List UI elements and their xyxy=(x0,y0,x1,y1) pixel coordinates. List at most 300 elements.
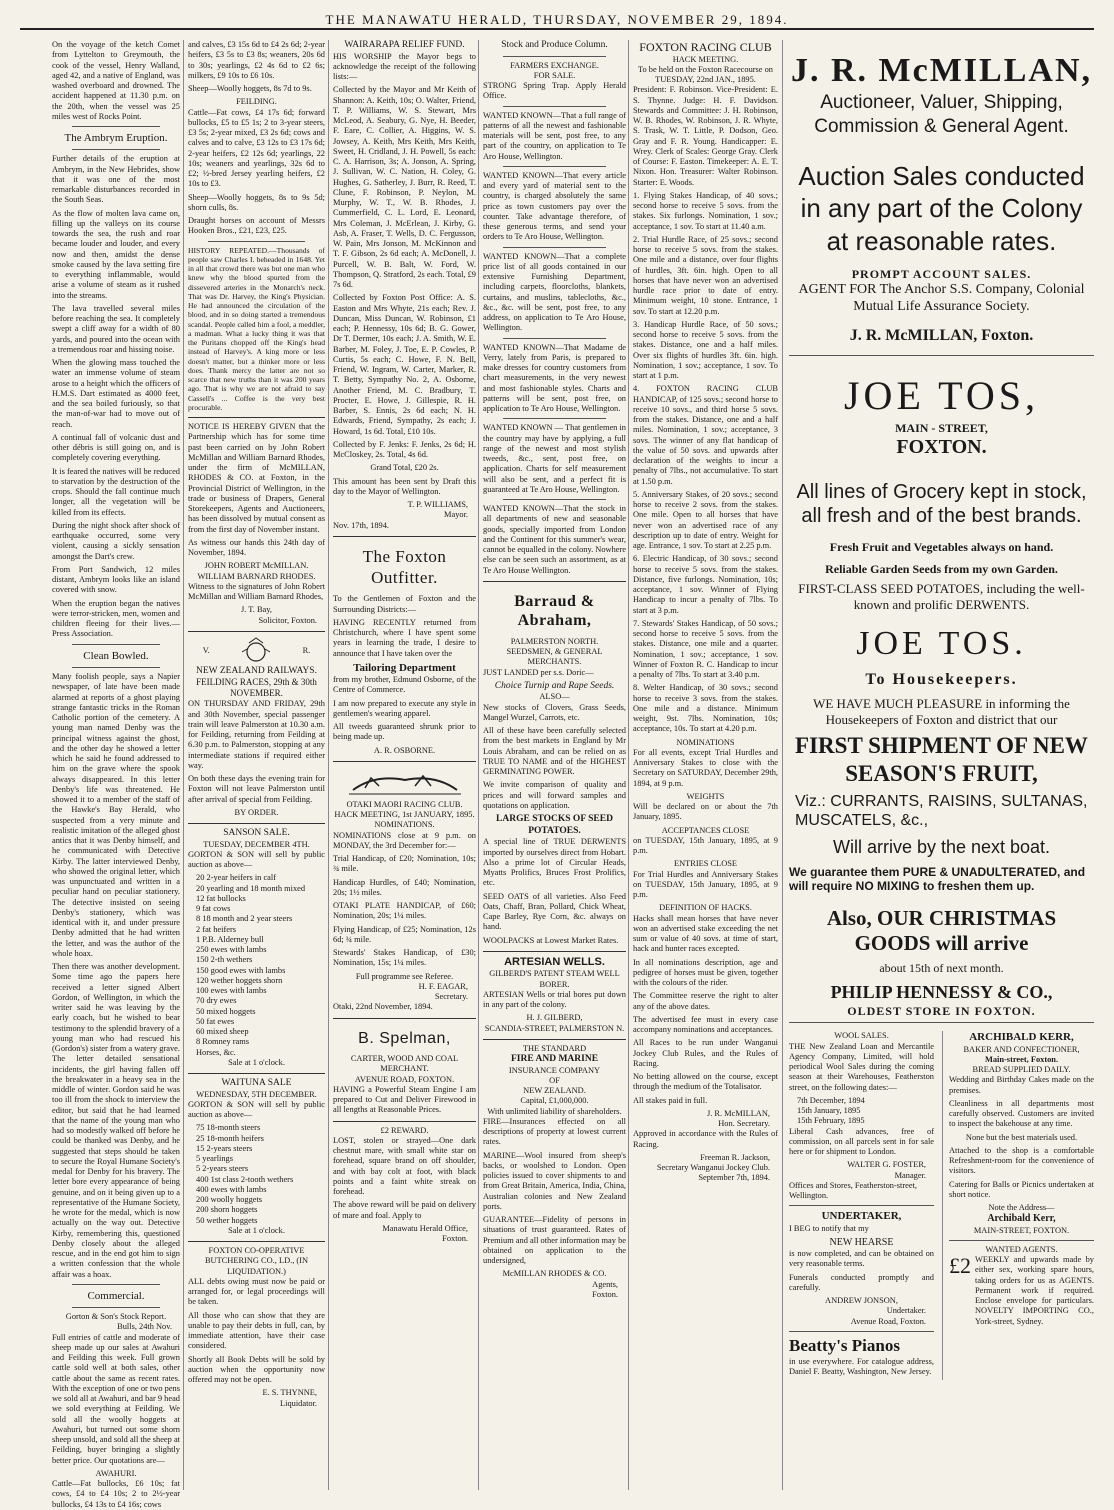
paragraph: HAVING RECENTLY returned from Christchurch, where I have spent some years in learning the trade, I desire to announce that I have taken over the xyxy=(333,617,476,658)
paragraph: All of these have been carefully selected from the best markets in England by Mr Louis Abraham, and can be relied on as TRUE TO NAME and of the HIGHEST GERMINATING POWER. xyxy=(483,726,626,777)
joe-tos-town: FOXTON. xyxy=(896,436,987,459)
subheading: LARGE STOCKS OF SEED POTATOES. xyxy=(496,814,613,836)
signature: Undertaker. xyxy=(886,1306,926,1316)
small-ads-right xyxy=(942,1031,1094,1380)
signature: T. P. WILLIAMS, xyxy=(407,500,468,510)
sale-list xyxy=(188,873,325,1058)
signature: Secretary Wanganui Jockey Club. xyxy=(656,1163,770,1173)
joe-tos-heading: JOE TOS, xyxy=(843,373,1039,419)
list-item: 250 ewes with lambs xyxy=(196,945,267,955)
paragraph: Witness to the signatures of John Robert McMillan and William Barnard Rhodes, xyxy=(188,581,325,601)
paragraph: ALL debts owing must now be paid or arranged for, or legal proceedings will be taken. xyxy=(188,1276,325,1307)
christmas-heading: Also, OUR CHRISTMAS GOODS will arrive xyxy=(826,905,1057,956)
subheading: SEEDSMEN, & GENERAL MERCHANTS. xyxy=(506,647,603,667)
ad-heading: UNDERTAKER, xyxy=(821,1210,902,1223)
list-item: 50 wether hoggets xyxy=(196,1215,258,1225)
paragraph: From Port Sandwich, 12 miles distant, Ambrym looks like an island covered with snow. xyxy=(52,564,180,595)
paragraph: Grand Total, £20 2s. xyxy=(370,463,439,473)
signature: Hon. Secretary. xyxy=(718,1119,770,1129)
divider xyxy=(789,1331,934,1332)
list-item: 100 ewes with lambs xyxy=(196,986,267,996)
list-item: 400 ewes with lambs xyxy=(196,1184,267,1194)
paragraph: OTAKI PLATE HANDICAP, of £60; Nomination, 20s; 1¼ miles. xyxy=(333,901,476,921)
artesian-ad xyxy=(483,951,626,1034)
paragraph: A special line of TRUE DERWENTS imported by ourselves direct from Hobart. Also a prime lot of Circular Heads, Myatts Prolifics, Bruces Frost Prolifics, etc. xyxy=(483,837,626,888)
divider xyxy=(503,247,606,248)
shipment-viz: Viz.: CURRANTS, RAISINS, SULTANAS, MUSCATELS, &c., xyxy=(795,792,1088,830)
small-ads xyxy=(789,1031,1094,1380)
subheading: NEW HEARSE xyxy=(829,1236,894,1248)
signature: J. R. McMILLAN, xyxy=(706,1108,770,1118)
paragraph: I BEG to notify that my xyxy=(789,1223,869,1233)
divider xyxy=(72,126,160,127)
ad-heading: WAITUNA SALE xyxy=(221,1078,292,1089)
classified: WANTED KNOWN—That the stock in all departments of new and seasonable goods, specially imported from London and the Continent for this summer's wear, cannot be equalled in the colony. Nowhere else can be seen such an assortment, as at Te Aro House Wellington. xyxy=(483,504,626,575)
subheading: FEILDING. xyxy=(236,97,277,107)
column-3 xyxy=(328,40,476,1490)
paragraph: HAVING a Powerful Steam Engine I am prepared to Cut and Deliver Firewood in all lengths at Reasonable Prices. xyxy=(333,1084,476,1115)
signature: JOHN ROBERT McMILLAN. xyxy=(204,561,309,571)
signature: Foxton. xyxy=(442,1234,468,1244)
list-item: 2 fat heifers xyxy=(196,924,236,934)
subheading: WEDNESDAY, 5TH DECEMBER. xyxy=(196,1089,317,1099)
mcmillan-auction: Auction Sales conducted in any part of the Colony at reasonable rates. xyxy=(798,160,1085,256)
paragraph: GUARANTEE—Fidelity of persons in situations of trust guaranteed. Rates of Premium and all other information may be obtained on application to the undersigned, xyxy=(483,1215,626,1266)
signature: H. F. EAGAR, xyxy=(418,981,468,991)
divider xyxy=(503,166,606,167)
race-item: 2. Trial Hurdle Race, of 25 sovs.; second horse to receive 5 sovs. from the stakes. One mile and a distance, over four flights of hurdles, 3ft. 6in. high. Open to all horses that have never won an advertised hurdle race prior to date of entry. Minimum weight, 10 stone. Entrance, 1 sov. To start at 12.20 p.m. xyxy=(633,234,778,316)
joe-tos-lines: All lines of Grocery kept in stock, all fresh and of the best brands. xyxy=(796,480,1087,527)
list-item: 120 wether hoggets shorn xyxy=(196,975,283,985)
race-item: 7. Stewards' Stakes Handicap, of 50 sovs.; second horse to receive 5 sovs. from the stakes. Distance, one mile and a quarter. Nomination, 1 sov.; acceptance, 1 sov. Winner of Foxton R. C. Handicap to incur a penalty of 7lbs. To start at 3.40 p.m. xyxy=(633,618,778,680)
subheading: With unlimited liability of shareholders. xyxy=(487,1106,622,1116)
classified: WANTED KNOWN—That a complete price list of all goods contained in our extensive Furnishing Department, including carpets, floorcloths, blankets, curtains, and muslins, tablecloths, &c., &c., &c. will be sent, post free, to any address, on application to Te Aro House, Wellington. xyxy=(483,251,626,333)
signature: Solicitor, Foxton. xyxy=(258,615,317,625)
paragraph: As the flow of molten lava came on, filling up the valleys on its course towards the sea, the rush and roar became louder and louder, and every now and then, amidst the dense smoke caused by the lava setting fire to everything inflammable, would arise a volume of steam as it rushed into the streams. xyxy=(52,208,180,300)
race-item: 4. FOXTON RACING CLUB HANDICAP, of 125 sovs.; second horse to receive 10 sovs., and third horse 5 sovs. from the stakes. Distance, one and a half miles. Nomination, 1 sov.; acceptance, 3 sovs. The winner of any flat handicap of the value of 50 sovs. and upwards after declaration of the weights to incur a penalty of 7lbs., not accumulative. To start at 1.50 p.m. xyxy=(633,384,778,486)
paragraph: The above reward will be paid on delivery of mare and foal. Apply to xyxy=(333,1200,476,1220)
signature: Manawatu Herald Office, xyxy=(382,1223,468,1233)
divider xyxy=(72,1284,160,1285)
paragraph: Shortly all Book Debts will be sold by auction when the opportunity now offered may not be open. xyxy=(188,1354,325,1385)
divider xyxy=(72,149,160,150)
paragraph: Will be declared on or about the 7th January, 1895. xyxy=(633,802,778,822)
signature: Agents, xyxy=(592,1279,618,1289)
signature: Avenue Road, Foxton. xyxy=(850,1316,926,1326)
signature: Secretary. xyxy=(434,992,468,1002)
christmas-date: about 15th of next month. xyxy=(879,961,1004,976)
subheading: OF xyxy=(549,1075,560,1085)
subheading: Capital, £1,000,000. xyxy=(520,1096,589,1106)
paragraph: THE New Zealand Loan and Mercantile Agency Company, Limited, will hold periodical Wool Sales during the coming season at their Warehouses, Featherston street, on the following dates:— xyxy=(789,1041,934,1092)
list-item: Horses, &c. xyxy=(196,1047,236,1057)
mcmillan-footer: J. R. McMILLAN, Foxton. xyxy=(849,326,1034,344)
sale-time: Sale at 1 o'clock. xyxy=(228,1057,285,1067)
subheading: INSURANCE COMPANY xyxy=(508,1065,601,1075)
signature: SCANDIA-STREET, PALMERSTON N. xyxy=(484,1023,625,1033)
list-item: 12 fat bullocks xyxy=(196,893,246,903)
subheading: FOR SALE. xyxy=(533,70,576,80)
list-item: 15 2-years steers xyxy=(196,1143,253,1153)
subheading: Main-street, Foxton. xyxy=(984,1054,1059,1064)
list-item: 7th December, 1894 xyxy=(797,1095,865,1105)
paragraph: Hacks shall mean horses that have never won an advertised stake exceeding the net sum or value of 40 sovs. at time of start, hack and hunter races excepted. xyxy=(633,913,778,954)
divider xyxy=(503,56,606,57)
ad-heading: Barraud & Abraham, xyxy=(514,592,595,630)
subheading: GILBERD'S PATENT STEAM WELL BORER. xyxy=(489,969,620,989)
column-1 xyxy=(52,40,180,1509)
list-item: 200 woolly hoggets xyxy=(196,1195,263,1205)
list-item: 50 fat ewes xyxy=(196,1016,235,1026)
signature: A. R. OSBORNE. xyxy=(373,745,436,755)
column-6 xyxy=(782,40,1094,1490)
race-item: 1. Flying Stakes Handicap, of 40 sovs.; second horse to receive 5 sovs. from the stakes. Six furlongs. Nomination, 1 sov.; acceptance, 1 sov. To start at 11.40 a.m. xyxy=(633,190,778,231)
list-item: 25 18-month heifers xyxy=(196,1133,264,1143)
joe-tos-potatoes: FIRST-CLASS SEED POTATOES, including the well-known and prolific DERWENTS. xyxy=(798,581,1085,612)
ad-heading: FOXTON CO-OPERATIVE BUTCHERING CO., LD., (IN LIQUIDATION.) xyxy=(204,1246,309,1276)
paragraph: All tweeds guaranteed shrunk prior to being made up. xyxy=(333,722,476,742)
list-item: 70 dry ewes xyxy=(196,996,237,1006)
list-item: 5 2-years steers xyxy=(196,1164,249,1174)
subheading: BREAD SUPPLIED DAILY. xyxy=(972,1065,1071,1075)
race-list xyxy=(633,191,778,735)
paragraph: All stakes paid in full. xyxy=(633,1095,708,1105)
paragraph: When the eruption began the natives were terror-stricken, men, women and children fleeing for their lives.—Press Association. xyxy=(52,598,180,639)
mcmillan-subheading: Auctioneer, Valuer, Shipping, Commission & General Agent. xyxy=(814,92,1069,137)
joe-tos-street: MAIN - STREET, xyxy=(895,420,988,435)
sale-list xyxy=(188,1123,325,1226)
masthead: THE MANAWATU HERALD, THURSDAY, NOVEMBER 29, 1894. xyxy=(20,8,1094,30)
article-heading: Clean Bowled. xyxy=(83,649,149,662)
paragraph: President: F. Robinson. Vice-President: E. S. Thynne. Judge: H. F. Davidson. Stewards and Committee: J. H. Robinson, W. B. Rhodes, W. Robinson, J. R. Whyte, S. Trask, W. T. Little, P. Dodson, Geo. Gray and F. R. Young. Handicapper: E. Wrey. Clerk of Scales: George Gray. Clerk of Course: F. Easton. Timekeeper: A. E. T. Nixon. Hon. Treasurer: Walter Robinson. Starter: E. Woods. xyxy=(633,85,778,187)
subheading: Choice Turnip and Rape Seeds. xyxy=(494,680,615,691)
paragraph: Catering for Balls or Picnics undertaken at short notice. xyxy=(949,1179,1094,1199)
paragraph: Cleanliness in all departments most carefully observed. Customers are invited to inspect the bakehouse at any time. xyxy=(949,1098,1094,1129)
paragraph: It is feared the natives will be reduced to starvation by the destruction of the crops. Should the fall continue much longer, all the vegetation will be killed from its effects. xyxy=(52,466,180,517)
mcmillan-prompt: PROMPT ACCOUNT SALES. xyxy=(851,267,1032,282)
ad-heading: ARCHIBALD KERR, xyxy=(969,1031,1074,1044)
paragraph: from my brother, Edmund Osborne, of the Centre of Commerce. xyxy=(333,675,476,695)
signature: September 7th, 1894. xyxy=(698,1173,770,1183)
paragraph: WOOLPACKS at Lowest Market Rates. xyxy=(483,935,619,945)
hennessy-subheading: OLDEST STORE IN FOXTON. xyxy=(847,1003,1036,1018)
paragraph: Full entries of cattle and moderate of sheep made up our sales at Awahuri and Feilding this week. Full grown cattle sold well at both sales, other cattle about the same as recent rates. With the exception of one or two pens we sold all at Awahuri, and bar 9 head we sold everything at Feilding. We sold all the woolly hoggets at Awahuri, but turned out some shorn sheep unsold, and sold all the sheep at Feilding, buyer bringing a slightly better price. Our quotations are— xyxy=(52,1332,180,1465)
paragraph: Stewards' Stakes Handicap, of £30; Nomination, 15s; 1¼ miles. xyxy=(333,948,476,968)
article-intro: On the voyage of the ketch Comet from Lyttelton to Greymouth, the cook of the vessel, Henry Walland, aged 42, and a native of England, was washed overboard and drowned. The accident happened at 11.30 p.m. on the 20th, when the vessel was 25 miles west of Rocks Point. xyxy=(52,40,180,121)
paragraph: Funerals conducted promptly and carefully. xyxy=(789,1272,934,1292)
race-item: 5. Anniversary Stakes, of 20 sovs.; second horse to receive 2 sovs. from the stakes. One mile. Open to all horses that have never won an advertised race of any description up to date of entry. Weight for age. Entrance, 1 sov. To start at 2.25 p.m. xyxy=(633,489,778,551)
standard-insurance-ad xyxy=(483,1039,626,1300)
paragraph: Collected by F. Jenks: F. Jenks, 2s 6d; H. McCloskey, 2s. Total, 4s 6d. xyxy=(333,439,476,460)
paragraph: For Trial Hurdles and Anniversary Stakes on TUESDAY, 15th January, 1895, at 9 p.m. xyxy=(633,869,778,900)
column-2 xyxy=(183,40,325,1490)
paragraph: Many foolish people, says a Napier newspaper, of late have been made alarmed at reports of a ghost playing strange fantastic tricks in the Roman Catholic portion of the cemetery. A young man named Denby was the principal witness against the ghost, and the other day he showed a letter which he said he found addressed to him on the grave where the spook always disappeared. In this letter Denby's life was threatened. He showed it to a member of the staff of the Hawke's Bay Herald, who suspected from a very minute and realistic imitation of the alleged ghost antics that it was Denby himself, and he communicated with Detective Kirby. The latter interviewed Denby, who showed the original letter, which was unpunctuated and written in a peculiar hand on peculiar stationery. The detective insisted on seeing Denby's stationery, which was identical with it, and under pressure Denby admitted that he had written the letter, and was the author of the whole hoax. xyxy=(52,672,180,958)
list-item: 20 yearling and 18 month mixed xyxy=(196,883,306,893)
ad-heading: THE STANDARD xyxy=(522,1043,587,1053)
paragraph: To be held on the Foxton Racecourse on xyxy=(637,64,773,74)
paragraph: All those who can show that they are unable to pay their debts in full, can, by immediate attention, have their case considered. xyxy=(188,1310,325,1351)
subheading: ACCEPTANCES CLOSE xyxy=(661,825,750,835)
subheading: FARMERS EXCHANGE. xyxy=(510,60,599,70)
article-heading: The Ambrym Eruption. xyxy=(64,132,168,144)
dateline: Otaki, 22nd November, 1894. xyxy=(333,1002,433,1012)
paragraph: Liberal Cash advances, free of commission, on all parcels sent in for sale here or for shipment to London. xyxy=(789,1126,934,1157)
paragraph: STRONG Spring Trap. Apply Herald Office. xyxy=(483,81,626,101)
railways-ad xyxy=(188,631,325,818)
signature: Offices and Stores, Featherston-street, Wellington. xyxy=(789,1180,917,1201)
paragraph: Draught horses on account of Messrs Hooken Bros., £21, £23, £25. xyxy=(188,216,325,236)
list-item: 8 Romney rams xyxy=(196,1037,250,1047)
otaki-ad xyxy=(333,761,476,1013)
paragraph: WEEKLY and upwards made by either sex, working spare hours, taking orders for us as AGENTS. Permanent work if required. Enclose envelope for particulars. NOVELTY IMPORTING CO., York-street, Sydney. xyxy=(975,1255,1094,1326)
paragraph: Collected by Foxton Post Office: A. S. Easton and Mrs Whyte, 21s each; Rev. J. Duncan, Miss Duncan, W. Robinson, £1 each; P. Hennessy, 10s 6d; B. G. Gower, Dr T. Dermer, 10s each; J. A. Smith, W. E. Barber, M. Foley, J. Toe, E. P. Cowles, P. Curtis, 5s each; C. Howe, F. N. Bell, Friend, W. Ingram, W. Carter, Marker, R. T. Betty, Sympathy No. 2, A. Osborne, Another Friend, M. C. Bradbury, T. Procter, E. Howe, J. Gillespie, R. H. Barber, S. Ennis, 2s 6d each; N. H. Edwards, Friend, Sympathy, 2s each; J. Howard, 1s 6d. Total, £10 10s. xyxy=(333,293,476,436)
paragraph: ARTESIAN Wells or trial bores put down in any part of the colony. xyxy=(483,989,626,1009)
divider xyxy=(72,644,160,645)
mcmillan-heading: J. R. McMILLAN, xyxy=(790,52,1093,89)
paragraph: Attached to the shop is a comfortable Refreshment-room for the convenience of visitors. xyxy=(949,1145,1094,1176)
race-item: 3. Handicap Hurdle Race, of 50 sovs.; second horse to receive 5 sovs. from the stakes. Distance, one and a half miles. Over six flights of hurdles 3ft. 6in. high. Nomination, 1 sov.; acceptance, 1 sov. To start at 1 p.m. xyxy=(633,319,778,381)
ad-heading: SANSON SALE. xyxy=(223,828,290,839)
paragraph: A continual fall of volcanic dust and other débris is still going on, and is completely covering everything. xyxy=(52,432,180,463)
list-item: 50 mixed hoggets xyxy=(196,1006,256,1016)
paragraph: FIRE—Insurances effected on all descriptions of property at lowest current rates. xyxy=(483,1116,626,1147)
subheading: HACK MEETING, 1st JANUARY, 1895. xyxy=(334,810,475,820)
signature: Archibald Kerr, xyxy=(987,1213,1056,1225)
divider xyxy=(789,355,1094,356)
paragraph: During the night shock after shock of earthquake occurred, some very violent, causing a sickly sensation amongst the Dart's crew. xyxy=(52,520,180,561)
paragraph: in use everywhere. For catalogue address, Daniel F. Beatty, Washington, New Jersey. xyxy=(789,1356,934,1376)
paragraph: Sheep—Woolly hoggets, 8s to 9s 5d; shorn culls, 8s. xyxy=(188,192,325,212)
subheading: Gorton & Son's Stock Report. xyxy=(65,1312,167,1322)
ad-heading: £2 REWARD. xyxy=(380,1125,429,1135)
column-5 xyxy=(628,40,778,1490)
shipment-heading: FIRST SHIPMENT OF NEW SEASON'S FRUIT, xyxy=(795,732,1088,786)
signature: H. J. GILBERD, xyxy=(526,1013,583,1023)
paragraph: No betting allowed on the course, except through the medium of the Totalisator. xyxy=(633,1072,778,1092)
paragraph: SEED OATS of all varieties. Also Feed Oats, Chaff, Bran, Pollard, Chick Wheat, Cape Barley, Rye Corn, &c. always on hand. xyxy=(483,891,626,932)
paragraph: NOMINATIONS close at 9 p.m. on MONDAY, the 3rd December for:— xyxy=(333,830,476,850)
list-item: 5 yearlings xyxy=(196,1154,233,1164)
paragraph: Handicap Hurdles, of £40; Nomination, 20s; 1½ miles. xyxy=(333,877,476,897)
paragraph: HIS WORSHIP the Mayor begs to acknowledge the receipt of the following lists:— xyxy=(333,51,476,82)
list-item: 200 shorn hoggets xyxy=(196,1205,258,1215)
signature: Foxton. xyxy=(592,1289,618,1299)
paragraph: GORTON & SON will sell by public auction as above— xyxy=(188,849,325,870)
subheading: ALSO— xyxy=(539,692,570,702)
classified: WANTED KNOWN—That Madame de Verry, lately from Paris, is prepared to make dresses for country customers from chart measurements, in the very newest and most fashionable styles. Charts and patterns will be sent, post free, on application to Te Aro House, Wellington. xyxy=(483,342,626,414)
paragraph: on TUESDAY, 15th January, 1895, at 9 p.m. xyxy=(633,835,778,856)
outfitter-ad xyxy=(333,536,476,756)
signature: McMILLAN RHODES & CO. xyxy=(502,1269,607,1279)
royal-crest xyxy=(188,636,325,666)
paragraph: MARINE—Wool insured from sheep's backs, or woolshed to London. Open policies issued to cover shipments to and from Great Britain, America, India, China, Australian colonies and New Zealand ports. xyxy=(483,1150,626,1211)
ad-heading: FOXTON RACING CLUB xyxy=(639,40,772,54)
list-item: 1 P.B. Alderney bull xyxy=(196,934,264,944)
ad-heading: WAIRARAPA RELIEF FUND. xyxy=(344,40,465,50)
paragraph: As witness our hands this 24th day of November, 1894. xyxy=(188,537,325,557)
spelman-ad xyxy=(333,1018,476,1116)
paragraph: Sheep—Woolly hoggets, 8s 7d to 9s. xyxy=(188,84,312,93)
paragraph: Collected by the Mayor and Mr Keith of Shannon: A. Keith, 10s; O. Walter, Friend, T. P. Williams, W. S. Stewart, Mrs McLeod, A. Seabury, G. Nye, H. Beeder, F. Eare, C. Collier, A. Higgins, W. S. Jowsey, A. Keith, Mrs Keith, Mrs Keith, Sweet, H. Cridland, J. H. Powell, 5s each: C. A. Harrison, 3s; A. Jonson, A. Spring, J. Sullivan, W. C. Nation, H. Coley, G. Hughes, G. Satherley, J. Burr, R. Reed, T. Clune, F. Robinson, P. Neylon, M. Murphy, W. T., W. B. Rhodes, J. Cummerfield, C. L. Lord, E. Leonard, Mrs Coleman, J. McErlean, J. Kirby, G. Asb, A. Fraser, T. Wells, D. C. Fergusson, W. Pain, Mrs Jonson, M. McKinnon and T. F. Gibson, 2s 6d each; A. McDonell, J. Purcell, W. B. Balt, W. Ford, W. Thompson, Q. Stratford, 2s each. Total, £9 7s 6d. xyxy=(333,85,476,290)
ad-heading: The Foxton Outfitter. xyxy=(362,546,447,587)
paragraph: In all nominations description, age and pedigree of horses must be given, together with the colours of the rider. xyxy=(633,957,778,988)
paragraph: On both these days the evening train for Foxton will not leave Palmerston until after arrival of special from Feilding. xyxy=(188,774,325,804)
paragraph: is now completed, and can be obtained on very reasonable terms. xyxy=(789,1249,934,1269)
list-item: 150 2-th wethers xyxy=(196,955,253,965)
paragraph: NOTICE IS HEREBY GIVEN that the Partnership which has for some time past been carried on by John Robert McMillan and William Barnard Rhodes, under the firm of McMILLAN, RHODES & CO. at Foxton, in the Provincial District of Wellington, in the trade or business of Drapers, General Storekeepers, Agents and Auctioneers, has been dissolved by mutual consent as from the first day of November instant. xyxy=(188,422,325,534)
paragraph: Cattle—Fat bullocks, £6 10s; fat cows, £4 to £4 10s; 2 to 2½-year bullocks, £4 13s to £4 16s; cows xyxy=(52,1479,180,1509)
dateline: Bulls, 24th Nov. xyxy=(117,1322,172,1332)
classified: WANTED KNOWN—That every article and every yard of material sent to the country, is charged absolutely the same price as town customers pay over the counter. Take advantage therefore, of these generous terms, and send your orders to Te Aro House, Wellington. xyxy=(483,170,626,242)
divider xyxy=(503,499,606,500)
list-item: 150 good ewes with lambs xyxy=(196,965,286,975)
subheading: Tailoring Department xyxy=(353,661,456,674)
paragraph: GORTON & SON will sell by public auction as above— xyxy=(188,1099,325,1120)
crest-icon xyxy=(239,637,273,665)
paragraph: We invite comparison of quality and prices and will forward samples and quotations on application. xyxy=(483,780,626,810)
signature: Liquidator. xyxy=(280,1398,317,1408)
dateline: Nov. 17th, 1894. xyxy=(333,520,389,530)
paragraph: Full programme see Referee. xyxy=(355,971,454,981)
agents-amount: £2 xyxy=(949,1253,971,1279)
mcmillan-agent: AGENT FOR The Anchor S.S. Company, Colonial Mutual Life Assurance Society. xyxy=(798,281,1085,314)
date-list xyxy=(789,1096,934,1127)
joe-tos-heading-2: JOE TOS. xyxy=(856,624,1027,662)
horse-racing-icon xyxy=(333,766,476,800)
paragraph: Flying Handicap, of £25; Nomination, 12s 6d; ¾ mile. xyxy=(333,924,476,944)
paragraph: This amount has been sent by Draft this day to the Mayor of Wellington. xyxy=(333,476,476,496)
subheading: ENTRIES CLOSE xyxy=(673,859,738,869)
waituna-sale-ad xyxy=(188,1073,325,1236)
signature: WILLIAM BARNARD RHODES. xyxy=(197,571,316,581)
paragraph: Cattle—Fat cows, £4 17s 6d; forward bullocks, £5 to £5 1s; 2 to 3-year steers, £3 5s; 2-year mixed, £3 2s 6d; cows and calves and to calve, £3 12s to £3 17s 6d; 2-year heifers, £2 12s 6d; yearlings, 22 10s; weaners and yearlings, 32s 6d to £2; ½-bred Jersey yearling heifers, £2 10s to £3. xyxy=(188,107,325,189)
small-ads-left xyxy=(789,1031,934,1380)
signature: Freeman R. Jackson, xyxy=(700,1152,770,1162)
paragraph: The lava travelled several miles before reaching the sea. It completely swept a cliff away for a width of 80 yards, and poured into the ocean with a tremendous roar and hissing noise. xyxy=(52,303,180,354)
signature: J. T. Bay, xyxy=(240,605,272,615)
sanson-sale-ad xyxy=(188,823,325,1068)
subheading: CARTER, WOOD AND COAL MERCHANT. xyxy=(350,1054,459,1074)
divider xyxy=(503,106,606,107)
sale-time: Sale at 1 o'clock. xyxy=(228,1225,285,1235)
list-item: 15th February, 1895 xyxy=(797,1116,865,1126)
divider xyxy=(949,1240,1094,1241)
column-4 xyxy=(478,40,626,1490)
paragraph: LOST, stolen or strayed—One dark chestnut mare, with small white star on forehead, square brand on off shoulder, and with bay colt at foot, with black points and a faint white streak on forehead. xyxy=(333,1135,476,1197)
ad-heading: ARTESIAN WELLS. xyxy=(504,955,605,968)
notice-ad xyxy=(188,417,325,626)
coop-ad xyxy=(188,1241,325,1409)
paragraph: Then there was another development. Some time ago the papers here received a letter signed Albert Gordon, of Wellington, in which the writer said he was leaving by the early coach, but he wished to bear testimony to the splendid bravery of a young man who had rescued his (Gordon's) sister from a watery grave. The letter detailed sensational incidents, the girl having fallen off the breakwater in a heavy sea in the middle of winter. Gordon said he was too ill from the shock to interview the editor, but said that he had learned that the name of the young man who had so modestly walked off before he could be thanked was Denby, and he suggested that steps should be taken to secure the Royal Humane Society's medal for Denby for his bravery. The letter bore every appearance of being genuine, and on it being given up to a representative of the Humane Society, he wrote for the medal, which is now actually on the way out. Detective Kirby, remembering this, questioned Denby closely about the alleged rescue, and in the end got him to sign a written confession that the whole affair was a hoax. xyxy=(52,962,180,1279)
paragraph: New stocks of Clovers, Grass Seeds, Mangel Wurzel, Carrots, etc. xyxy=(483,702,626,722)
subheading: TUESDAY, DECEMBER 4TH. xyxy=(203,839,310,849)
ad-heading: WOOL SALES. xyxy=(834,1031,889,1041)
section-heading: Stock and Produce Column. xyxy=(501,40,608,50)
divider xyxy=(72,1307,160,1308)
joe-tos-fruit: Fresh Fruit and Vegetables always on hand. xyxy=(829,539,1054,554)
ad-heading: WANTED AGENTS. xyxy=(985,1244,1058,1254)
signature: ANDREW JONSON, xyxy=(825,1296,898,1306)
list-item: 8 18 month and 2 year steers xyxy=(196,914,293,924)
subheading: DEFINITION OF HACKS. xyxy=(659,903,752,913)
ad-heading: Beatty's Pianos xyxy=(789,1335,900,1355)
paragraph: For all events, except Trial Hurdles and Anniversary Stakes to close with the Secretary on SATURDAY, December 29th, 1894, at 9 p.m. xyxy=(633,747,778,788)
divider xyxy=(503,338,606,339)
subheading: HACK MEETING. xyxy=(672,54,739,64)
paragraph: When the glowing mass touched the water an immense volume of steam arose to a height which the officers of H.M.S. Dart estimated as 4000 feet, and the sea boiled furiously, so that the man-of-war had to move out of reach. xyxy=(52,358,180,429)
reward-ad xyxy=(333,1121,476,1245)
classified: WANTED KNOWN—That a full range of patterns of all the newest and fashionable materials will be sent, post free, to any part of the country, on application to Te Aro House, Wellington. xyxy=(483,110,626,161)
list-item: 60 mixed sheep xyxy=(196,1027,249,1037)
signature: MAIN-STREET, FOXTON. xyxy=(973,1225,1070,1235)
paragraph: ON THURSDAY AND FRIDAY, 29th and 30th November, special passenger train will leave Palmerston at 10.30 a.m. for Feilding, returning from Feilding at 6.30 p.m. to Palmerston, stopping at any intermediate stations if required either way. xyxy=(188,699,325,770)
paragraph: To the Gentlemen of Foxton and the Surrounding Districts:— xyxy=(333,594,476,614)
subheading: TUESDAY, 22nd JAN., 1895. xyxy=(655,75,756,85)
divider xyxy=(789,1205,934,1206)
signature: WALTER G. FOSTER, xyxy=(847,1160,926,1170)
ad-heading: OTAKI MAORI RACING CLUB. xyxy=(346,799,463,809)
paragraph: The Committee reserve the right to alter any of the above dates. xyxy=(633,991,778,1011)
article-heading: Commercial. xyxy=(87,1289,145,1302)
signature: E. S. THYNNE, xyxy=(262,1388,317,1398)
guarantee-text: We guarantee them PURE & UNADULTERATED, and will require NO MIXING to freshen them up. xyxy=(789,864,1086,894)
subheading: NOMINATIONS. xyxy=(374,820,435,830)
hennessy-heading: PHILIP HENNESSY & CO., xyxy=(830,981,1053,1002)
ad-heading: B. Spelman, xyxy=(358,1029,451,1047)
signature: BY ORDER. xyxy=(234,807,279,817)
housekeepers-heading: To Housekeepers. xyxy=(865,671,1018,689)
list-item: 75 18-month steers xyxy=(196,1123,261,1133)
arrive-text: Will arrive by the next boat. xyxy=(832,836,1051,857)
signature: Manager. xyxy=(894,1170,926,1180)
housekeepers-text: WE HAVE MUCH PLEASURE in informing the Housekeepers of Foxton and district that our xyxy=(813,695,1070,727)
paragraph: None but the best materials used. xyxy=(965,1132,1078,1142)
subheading: PALMERSTON NORTH. xyxy=(510,636,599,646)
signature: Mayor. xyxy=(444,510,468,520)
paragraph: Wedding and Birthday Cakes made on the premises. xyxy=(949,1075,1094,1095)
subheading: FEILDING RACES, 29th & 30th NOVEMBER. xyxy=(196,677,317,699)
subheading: BAKER AND CONFECTIONER, xyxy=(963,1044,1080,1054)
subheading: AWAHURI. xyxy=(95,1468,137,1478)
list-item: 15th January, 1895 xyxy=(797,1106,861,1116)
subheading: AVENUE ROAD, FOXTON. xyxy=(354,1074,455,1084)
crest-letter: R. xyxy=(302,645,311,655)
classified: WANTED KNOWN — That gentlemen in the country may have by applying, a full range of the newest and most stylish tweeds, &c., sent, post free, on application. Charts for self measurement will also be sent, and a perfect fit is guaranteed at Te Aro House, Wellington. xyxy=(483,423,626,494)
ad-heading: NEW ZEALAND RAILWAYS. xyxy=(196,665,317,676)
divider xyxy=(208,241,305,242)
paragraph: Trial Handicap, of £20; Nomination, 10s; ¾ mile. xyxy=(333,854,476,874)
paragraph: and calves, £3 15s 6d to £4 2s 6d; 2-year heifers, £3 5s to £3 8s; weaners, 20s 6d to 30s; yearlings, £2 4s 6d to £2 6s; milkers, £9 10s to £6 10s. xyxy=(188,40,325,80)
paragraph: Further details of the eruption at Ambrym, in the New Hebrides, show that it was one of the most remarkable disturbances recorded in the South Seas. xyxy=(52,154,180,205)
subheading: FIRE AND MARINE xyxy=(510,1054,599,1064)
list-item: 9 fat cows xyxy=(196,904,231,914)
paragraph: The advertised fee must in every case accompany nominations and acceptances. xyxy=(633,1014,778,1035)
barraud-ad xyxy=(483,581,626,946)
paragraph: I am now prepared to execute any style in gentlemen's wearing apparel. xyxy=(333,698,476,718)
race-item: 6. Electric Handicap, of 30 sovs.; second horse to receive 5 sovs. from the stakes. Distance, five furlongs. Nomination, 10s; acceptance, 1 sov. Winner of Flying Handicap to incur a penalty of 7lbs. To start at 3 p.m. xyxy=(633,554,778,615)
joe-tos-seeds: Reliable Garden Seeds from my own Garden. xyxy=(825,562,1058,577)
paragraph: HISTORY REPEATED.—Thousands of people saw Charles I. beheaded in 1648. Yet in all that crowd there was but one man who knew why the blood spurted from the dissevered arteries in the Monarch's neck. That was Dr. Harvey, the King's Physician. He had announced the circulation of the blood, and in so doing started a tremendous scandal. People called him a fool, a meddler, a madman. What a lucky thing it was that the Puritans chopped off the King's head instead of Harvey's. A king more or less doesn't matter, but a thinker more or less does. Thank mercy the latter are not so scarce that new truths than it was 200 years ago. That is why we are not afraid to say Cassell's ... Coffee is the very best procurable. xyxy=(188,245,325,412)
race-item: 8. Welter Handicap, of 30 sovs.; second horse to receive 3 sovs. from the stakes. One mile and a distance. Minimum weight, 9st. 7lbs. Nomination, 10s; acceptance, 10s. To start at 4.20 p.m. xyxy=(633,683,778,734)
list-item: 400 1st class 2-tooth wethers xyxy=(196,1174,294,1184)
crest-letter: V. xyxy=(202,645,210,655)
subheading: WEIGHTS xyxy=(686,791,725,801)
paragraph: All Races to be run under Wanganui Jockey Club Rules, and the Rules of Racing. xyxy=(633,1038,778,1068)
subheading: NEW ZEALAND. xyxy=(523,1086,586,1096)
paragraph: JUST LANDED per s.s. Doric— xyxy=(483,667,594,677)
divider xyxy=(72,667,160,668)
divider xyxy=(503,418,606,419)
